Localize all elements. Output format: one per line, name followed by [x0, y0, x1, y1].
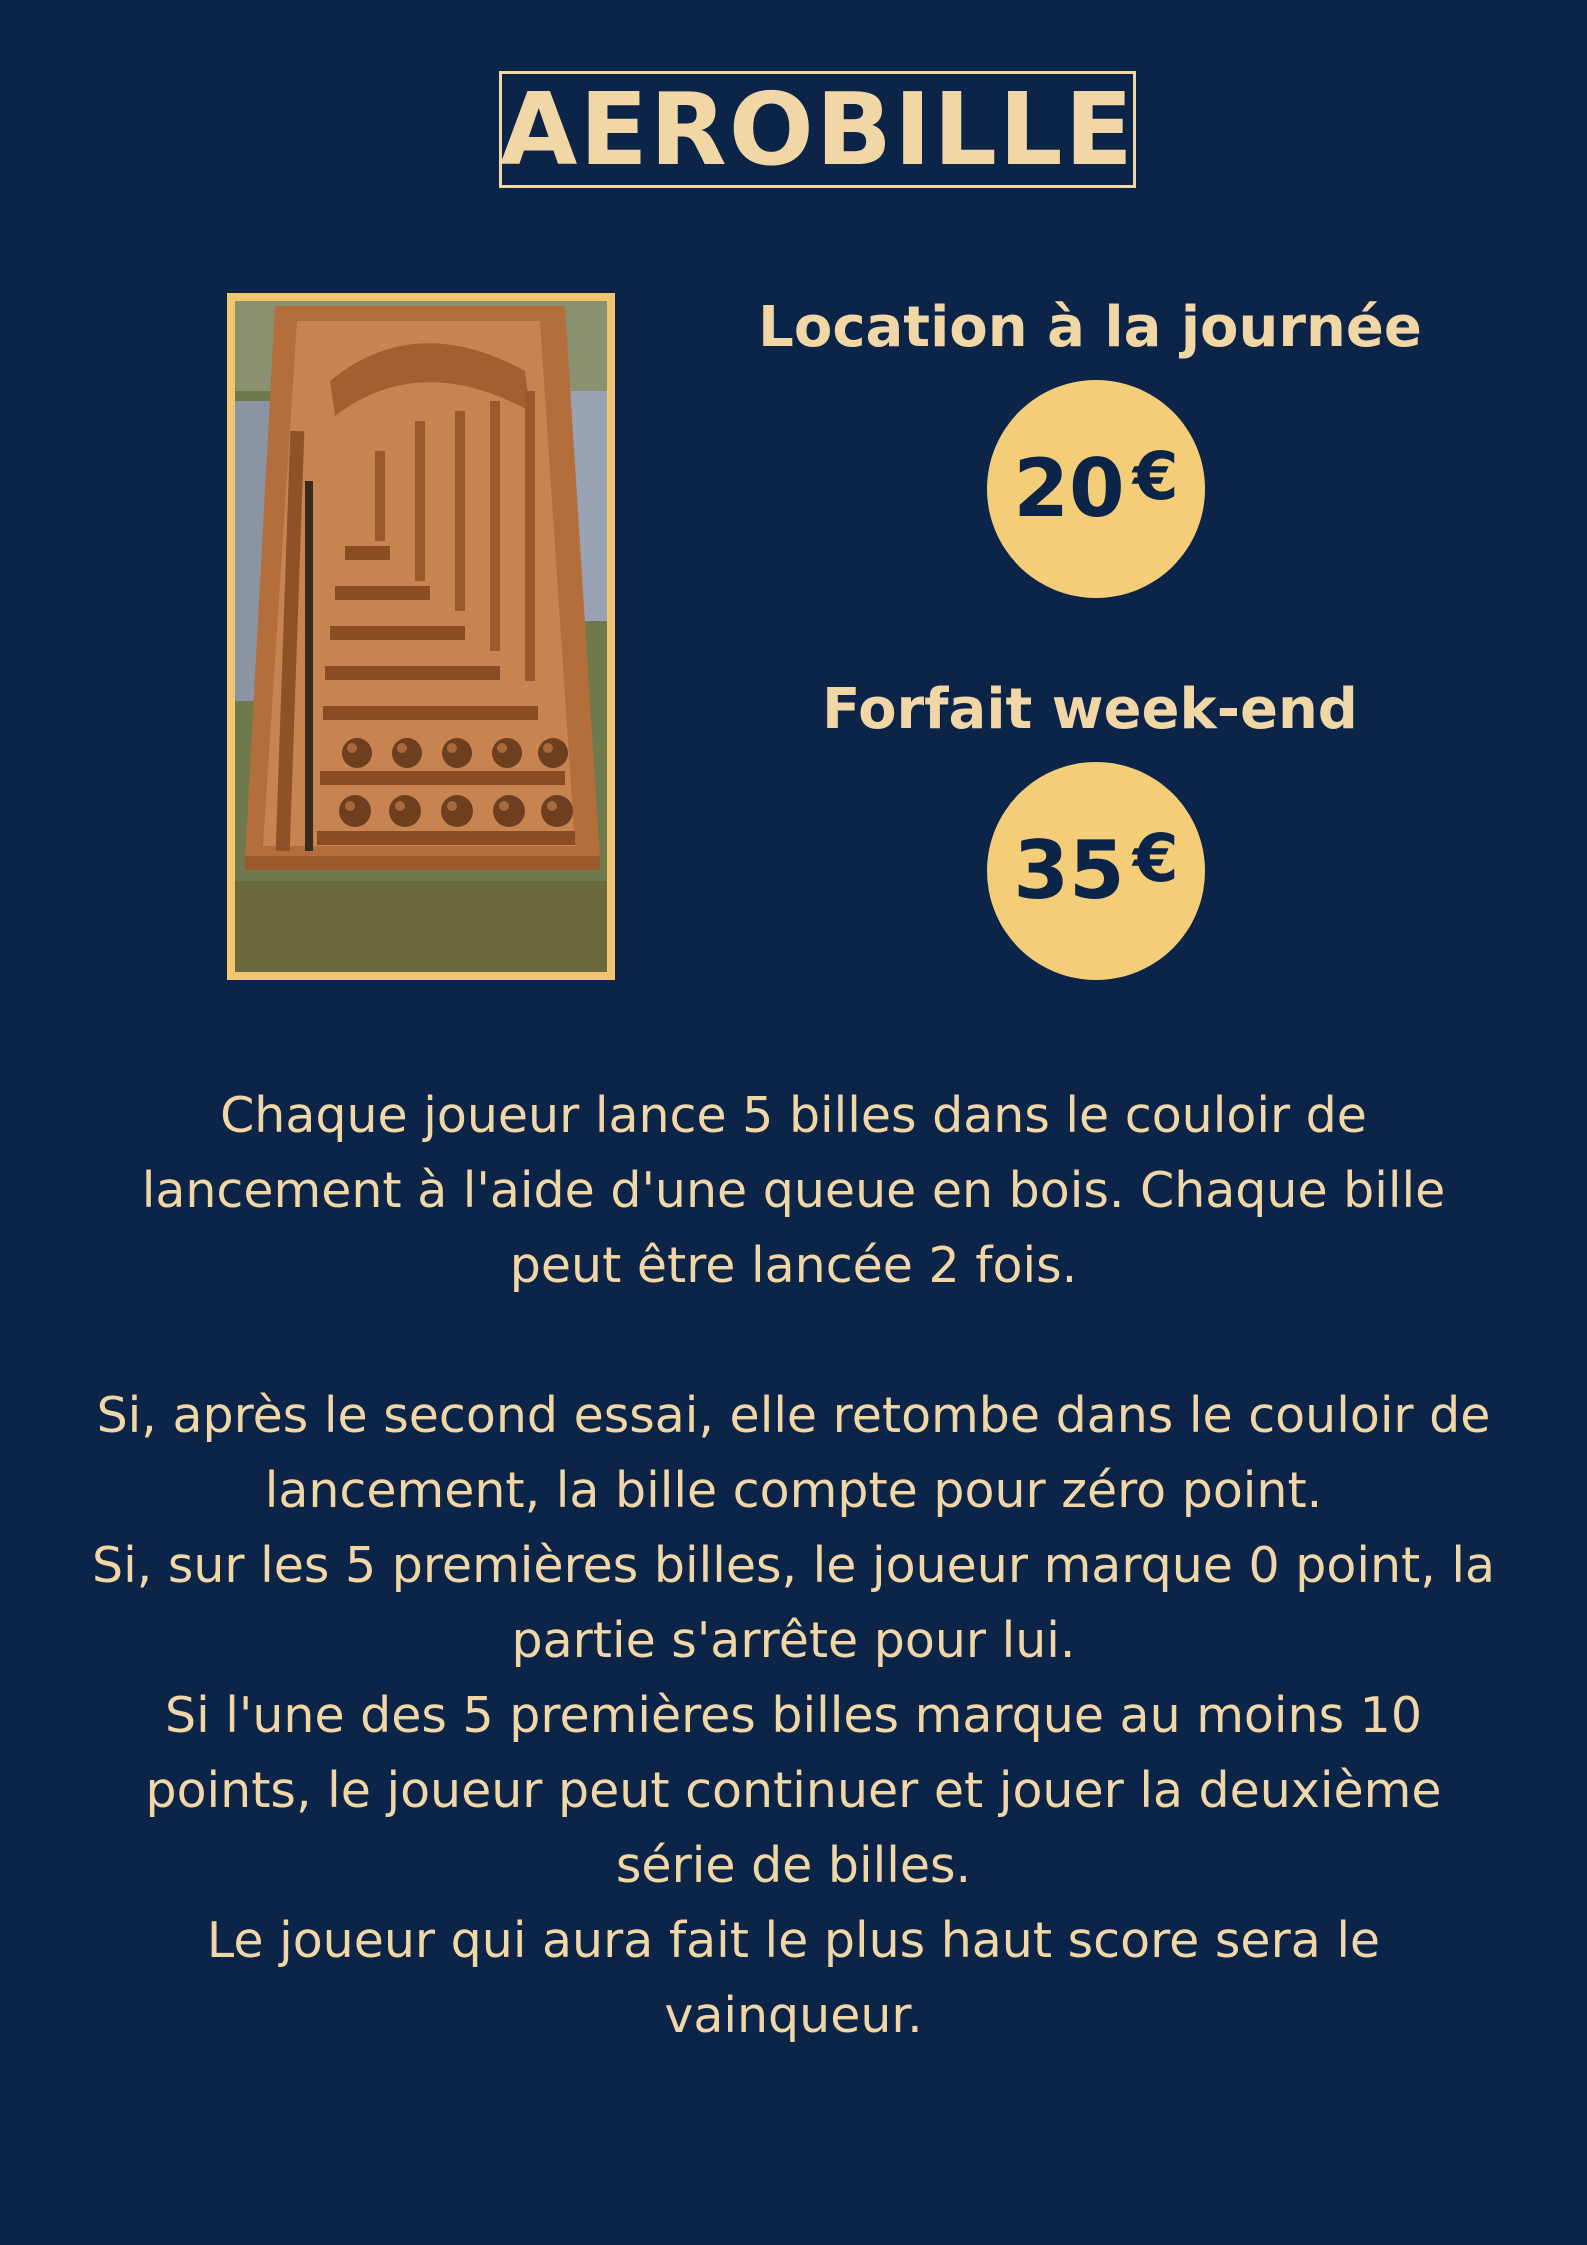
rules-line: Le joueur qui aura fait le plus haut score sera le — [206, 1912, 1381, 1969]
aerobille-board-illustration — [235, 301, 607, 972]
title-box — [499, 71, 1136, 188]
rules-line: partie s'arrête pour lui. — [511, 1612, 1076, 1669]
rules-line: points, le joueur peut continuer et jouer la deuxième — [145, 1762, 1442, 1819]
rules-line: Chaque joueur lance 5 billes dans le couloir de — [220, 1087, 1367, 1144]
rules-line: vainqueur. — [664, 1987, 923, 2044]
rules-line: Si l'une des 5 premières billes marque au moins 10 — [164, 1687, 1423, 1744]
euro-icon: € — [1132, 820, 1179, 897]
rules-line: Si, sur les 5 premières billes, le joueur marque 0 point, la — [91, 1537, 1496, 1594]
price-badge-day — [987, 380, 1205, 598]
price-amount-weekend: 35 — [1013, 824, 1125, 917]
rules-line: Si, après le second essai, elle retombe dans le couloir de — [96, 1387, 1491, 1444]
rules-text — [60, 1078, 1527, 2053]
price-label-weekend: Forfait week-end — [822, 677, 1358, 742]
rules-line: lancement à l'aide d'une queue en bois. Chaque bille — [141, 1162, 1446, 1219]
rules-line: série de billes. — [615, 1837, 972, 1894]
aerobille-photo — [227, 293, 615, 980]
page-title: AEROBILLE — [500, 70, 1135, 188]
paragraph-gap — [60, 1303, 1527, 1378]
rules-line: peut être lancée 2 fois. — [509, 1237, 1078, 1294]
price-badge-weekend — [987, 762, 1205, 980]
price-amount-day: 20 — [1013, 442, 1125, 535]
euro-icon: € — [1132, 438, 1179, 515]
price-label-day: Location à la journée — [758, 295, 1422, 360]
rules-line: lancement, la bille compte pour zéro point. — [264, 1462, 1323, 1519]
